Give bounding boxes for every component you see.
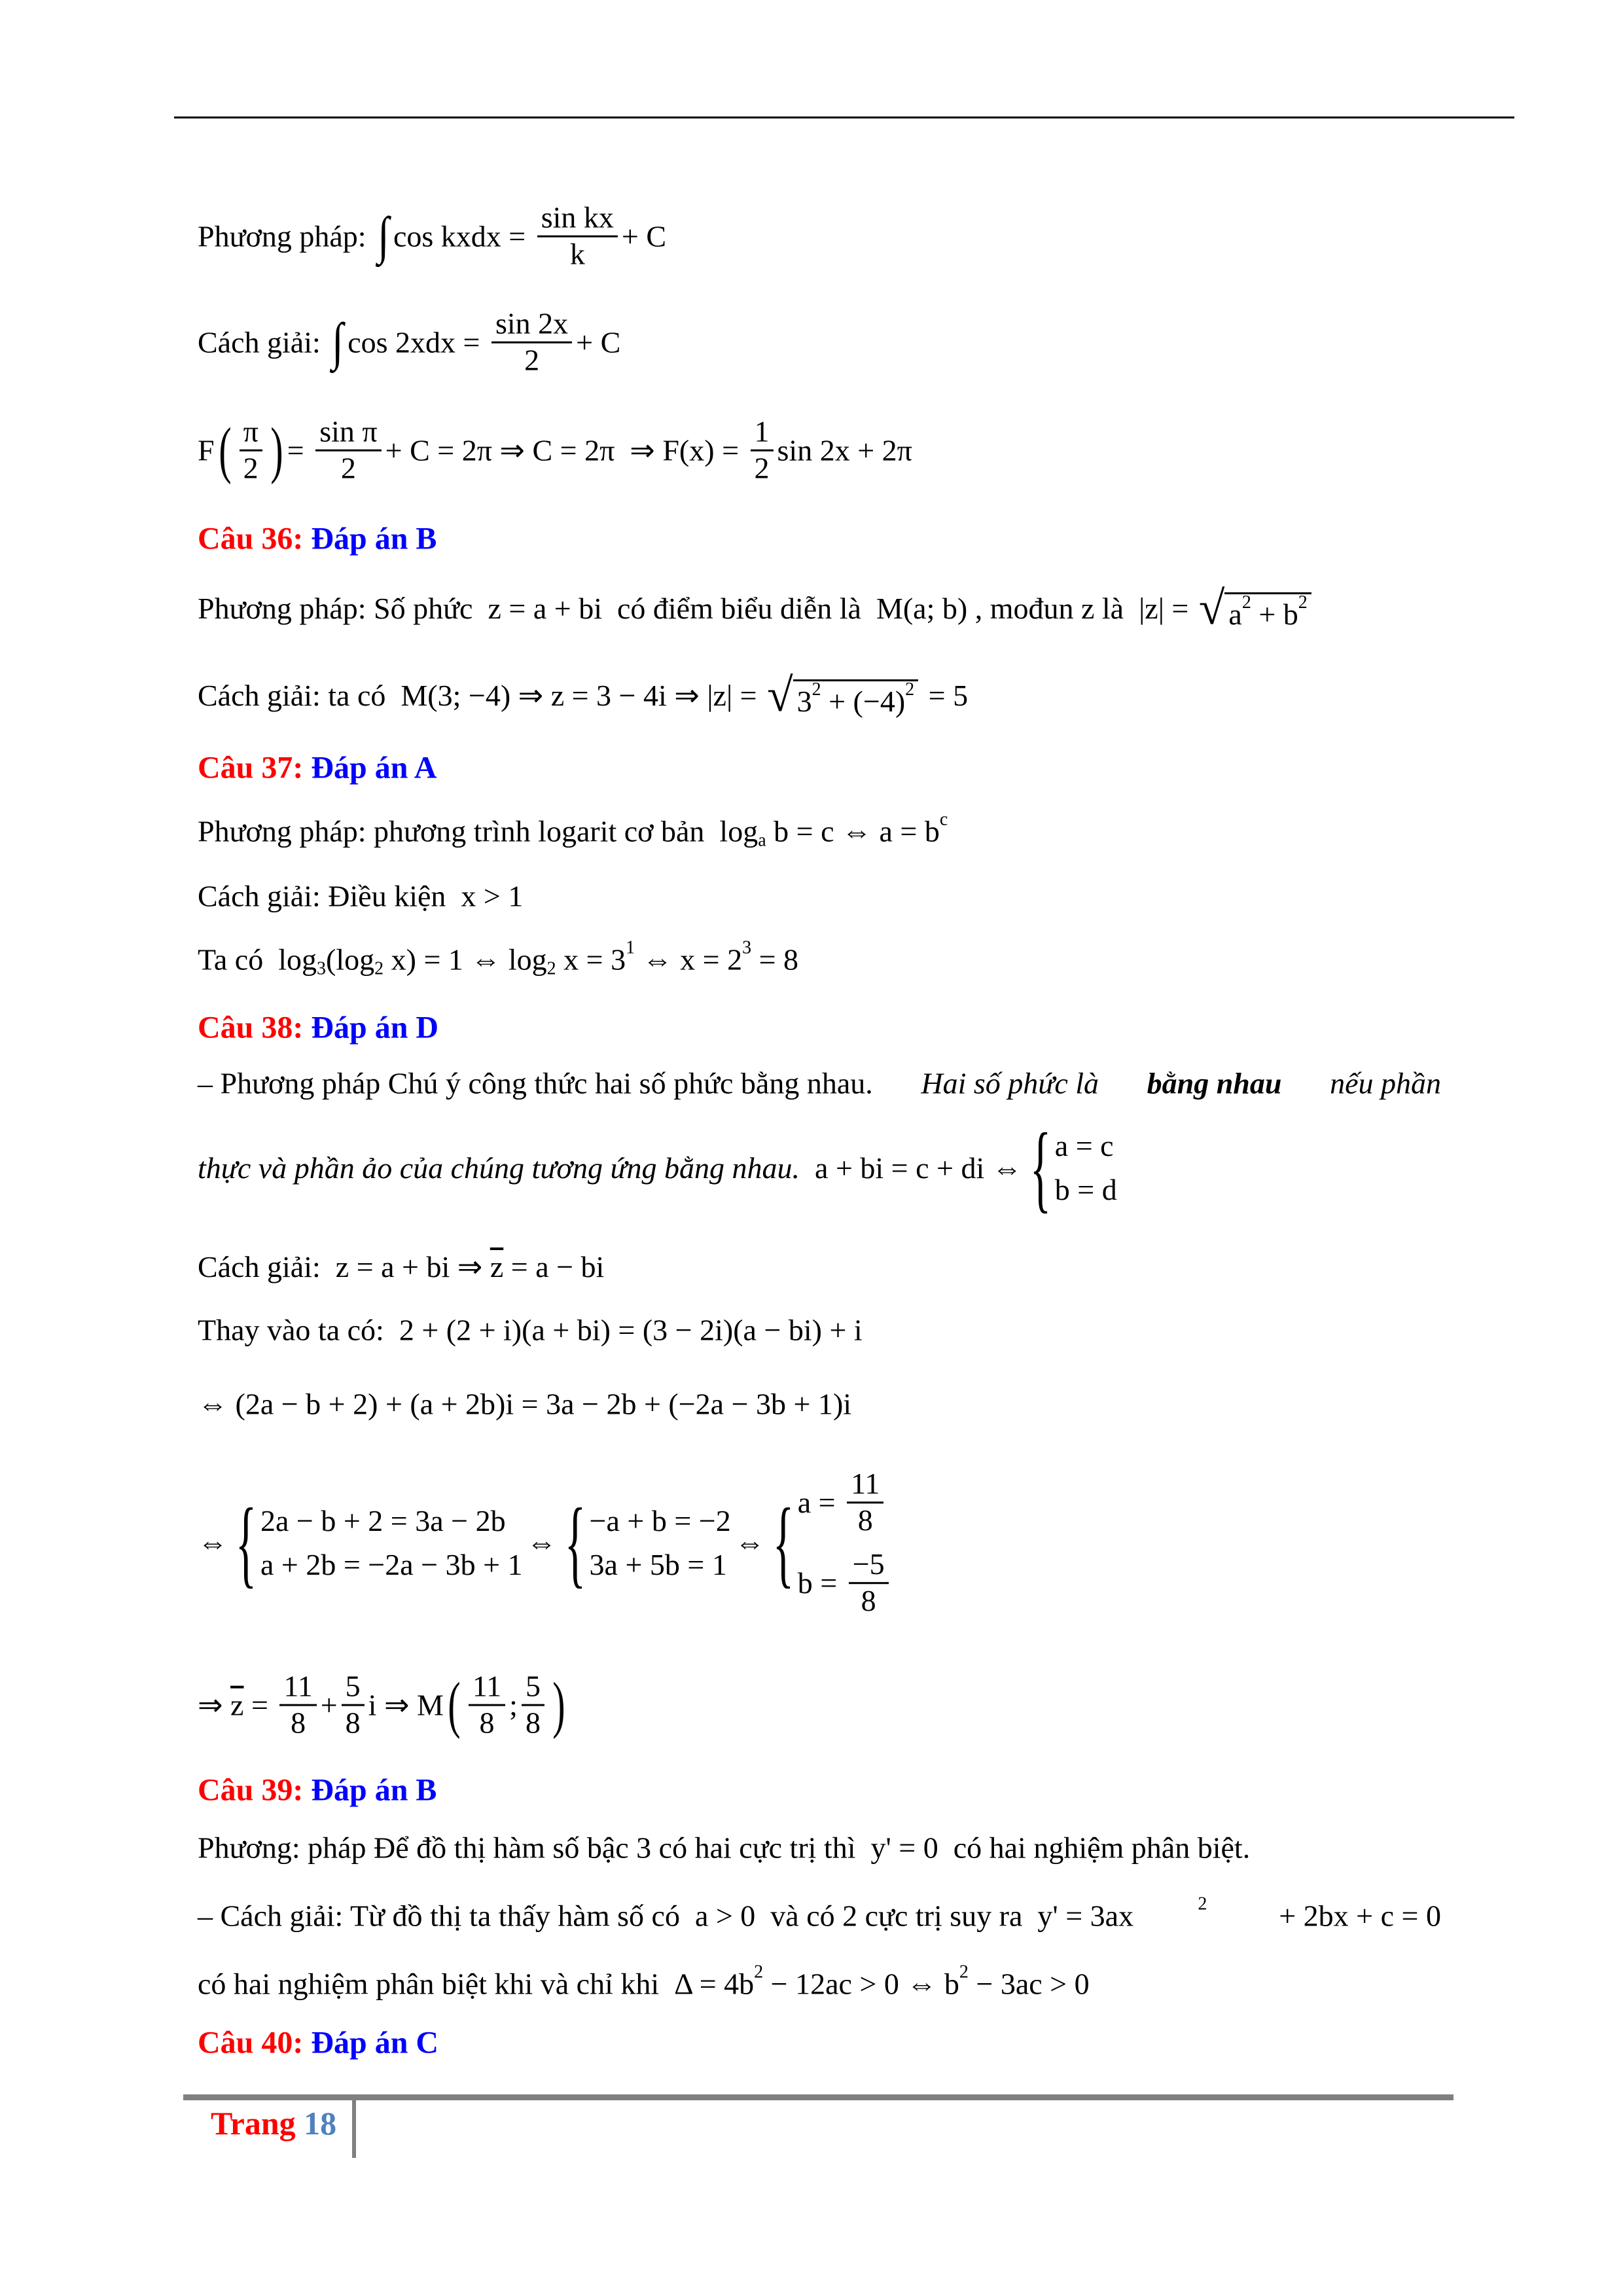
numerator: 11: [279, 1670, 316, 1706]
page-value: 18: [304, 2105, 337, 2142]
math-text: a =: [797, 1486, 844, 1520]
subscript: a: [758, 830, 766, 850]
math-text: ⇔: [526, 1526, 557, 1560]
math-text: Phương: pháp Để đồ thị hàm số bậc 3 có hai cực trị thì y' = 0 có hai nghiệm phân biệt.: [198, 1831, 1251, 1865]
page-label: Trang: [211, 2105, 304, 2142]
text-line: [198, 669, 969, 721]
math-text: + 2bx + c = 0: [1271, 1899, 1441, 1933]
text-line: [198, 307, 620, 378]
conjugate: $\overline{z}$: [230, 1688, 244, 1722]
superscript: 2: [754, 1962, 764, 1982]
math-text: cos 2xdx =: [348, 325, 488, 359]
fraction: [491, 307, 572, 378]
math-text: Cách giải:: [198, 325, 329, 359]
question-heading: [198, 1772, 437, 1808]
fraction: [315, 415, 381, 486]
math-text: a + 2b = −2a − 3b + 1: [260, 1548, 523, 1581]
denominator: 2: [243, 451, 259, 485]
numerator: 1: [751, 415, 774, 452]
equation-system: [232, 1488, 523, 1597]
math-text: a: [1228, 598, 1242, 631]
subscript: 2: [546, 958, 556, 978]
fraction: [240, 415, 262, 486]
math-text: Ta có log: [198, 942, 317, 977]
system-rows: [260, 1503, 523, 1582]
math-text: 2a − b + 2 = 3a − 2b: [260, 1504, 506, 1537]
math-text: – Cách giải: Từ đồ thị ta thấy hàm số có a > 0 và có 2 cực trị suy ra y' = 3ax: [198, 1899, 1134, 1933]
numerator: sin π: [315, 415, 381, 452]
math-text: −a + b = −2: [589, 1504, 731, 1537]
system-row: [590, 1547, 731, 1582]
square-root: [1199, 584, 1311, 632]
integral-sign: ∫: [378, 207, 389, 265]
answer-label: Đáp án B: [311, 1772, 437, 1808]
math-text: =: [287, 433, 312, 467]
math-text: Cách giải: z = a + bi ⇒: [198, 1250, 490, 1283]
system-row: [798, 1467, 893, 1538]
numerator: sin 2x: [491, 307, 572, 344]
footer-divider: [352, 2100, 356, 2158]
math-text: ⇔: [198, 1526, 228, 1560]
math-text: Phương pháp: Số phức z = a + bi có điểm biểu diễn là M(a; b) , mođun z là |z| =: [198, 591, 1196, 625]
text-line: [198, 1066, 1441, 1101]
question-heading: [198, 521, 437, 557]
text-line: [198, 1467, 897, 1619]
fraction: [847, 1467, 883, 1538]
text-line: [198, 1962, 1090, 2001]
big-parenthesis: (: [218, 415, 232, 485]
question-label: Câu 39:: [198, 1772, 312, 1808]
math-text: = 8: [751, 942, 799, 977]
system-row: [260, 1503, 523, 1538]
text-line: [198, 415, 912, 486]
answer-label: Đáp án D: [311, 1010, 439, 1045]
equation-system: [561, 1488, 731, 1597]
text-line: [198, 1831, 1250, 1865]
answer-label: Đáp án C: [311, 2025, 439, 2060]
fraction: [537, 201, 618, 272]
system-rows: [798, 1467, 893, 1619]
math-text: ⇒: [198, 1689, 231, 1722]
italic-text: nếu phần: [1322, 1066, 1441, 1100]
page-number: [211, 2104, 336, 2142]
numerator: −5: [849, 1547, 889, 1584]
math-text: sin 2x + 2π: [777, 433, 912, 467]
system-row: [798, 1547, 893, 1619]
math-text: Phương pháp: phương trình logarit cơ bản log: [198, 814, 758, 848]
fraction: [279, 1670, 316, 1741]
superscript: 2: [905, 679, 915, 700]
footer-rule: [183, 2094, 1454, 2100]
math-text: (log: [326, 942, 375, 977]
superscript: 1: [626, 937, 635, 958]
fraction: [342, 1670, 365, 1741]
system-rows: [1055, 1128, 1117, 1207]
math-text: 3: [796, 685, 812, 718]
text-line: [198, 1113, 1121, 1222]
math-text: x) = 1 ⇔ log: [383, 942, 547, 977]
superscript: 2: [959, 1962, 969, 1982]
math-text: b = c ⇔ a = b: [766, 814, 940, 848]
superscript: c: [939, 809, 948, 829]
radicand: [1224, 592, 1311, 632]
answer-label: Đáp án B: [311, 521, 437, 556]
system-rows: [590, 1503, 731, 1582]
math-text: b =: [797, 1566, 845, 1600]
left-brace: {: [1029, 1113, 1051, 1222]
math-text: ⇔ x = 2: [635, 942, 743, 977]
text-line: [198, 1893, 1441, 1933]
denominator: 2: [524, 343, 540, 377]
radicand: [793, 679, 919, 719]
math-text: F: [198, 433, 215, 467]
text-line: [198, 1313, 863, 1348]
system-row: [1055, 1172, 1117, 1207]
math-text: i ⇒ M: [368, 1689, 444, 1722]
math-text: − 3ac > 0: [968, 1967, 1090, 2001]
denominator: 8: [345, 1706, 361, 1740]
radical-sign: √: [1198, 582, 1225, 634]
conjugate: $\overline{z}$: [490, 1249, 504, 1283]
denominator: 2: [754, 451, 770, 485]
denominator: 8: [857, 1503, 873, 1537]
math-text: x = 3: [556, 942, 626, 977]
math-text: 3a + 5b = 1: [589, 1548, 727, 1581]
question-heading: [198, 2025, 438, 2061]
math-text: = a − bi: [503, 1249, 605, 1283]
math-text: a = c: [1054, 1129, 1114, 1162]
subscript: 2: [374, 958, 384, 978]
question-label: Câu 37:: [198, 750, 312, 785]
superscript: 2: [1241, 592, 1251, 613]
math-text: + b: [1251, 598, 1298, 631]
denominator: 8: [861, 1583, 876, 1617]
superscript: 2: [812, 679, 821, 700]
question-label: Câu 40:: [198, 2025, 312, 2060]
denominator: 8: [525, 1706, 541, 1740]
numerator: 5: [522, 1670, 544, 1706]
radical-sign: √: [767, 669, 793, 721]
big-parenthesis: ): [270, 415, 283, 485]
math-text: + C: [621, 219, 667, 253]
question-label: Câu 38:: [198, 1010, 312, 1045]
numerator: sin kx: [537, 201, 618, 238]
math-text: + C = 2π ⇒ C = 2π ⇒ F(x) =: [385, 434, 747, 467]
superscript: 3: [742, 937, 752, 958]
numerator: 11: [469, 1670, 505, 1706]
system-row: [590, 1503, 731, 1538]
math-text: ⇔: [734, 1526, 765, 1560]
math-text: b = d: [1054, 1173, 1117, 1206]
big-parenthesis: ): [552, 1670, 565, 1740]
text-line: [198, 201, 666, 272]
bold-italic-text: bằng nhau: [1147, 1066, 1282, 1100]
denominator: 8: [479, 1706, 495, 1740]
numerator: 11: [847, 1467, 883, 1503]
math-text: ;: [509, 1688, 518, 1722]
system-row: [1055, 1128, 1117, 1163]
numerator: 5: [342, 1670, 365, 1706]
italic-text: thực và phần ảo của chúng tương ứng bằng nhau.: [198, 1151, 800, 1185]
text-line: [198, 1670, 569, 1741]
denominator: 8: [291, 1706, 306, 1740]
math-text: Thay vào ta có: 2 + (2 + i)(a + bi) = (3 − 2i)(a − bi) + i: [198, 1313, 863, 1347]
left-brace: {: [235, 1488, 257, 1597]
fraction: [849, 1547, 889, 1619]
equation-system: [1026, 1113, 1117, 1222]
math-text: ⇔ (2a − b + 2) + (a + 2b)i = 3a − 2b + (−2a − 3b + 1)i: [198, 1387, 852, 1421]
italic-text: Hai số phức là: [921, 1066, 1107, 1100]
math-text: + (−4): [821, 685, 906, 718]
equation-system: [769, 1467, 893, 1619]
fraction: [469, 1670, 505, 1741]
text-line: [198, 1249, 604, 1284]
math-text: – Phương pháp Chú ý công thức hai số phức bằng nhau.: [198, 1066, 881, 1100]
square-root: [767, 669, 918, 721]
text-line: [198, 879, 523, 914]
numerator: π: [240, 415, 262, 452]
fraction: [522, 1670, 544, 1741]
superscript: 2: [1298, 592, 1308, 613]
header-rule: [174, 117, 1514, 118]
subscript: 3: [317, 958, 327, 978]
text-line: [198, 937, 799, 978]
superscript: 2: [1198, 1893, 1207, 1914]
integral-sign: ∫: [332, 314, 344, 371]
text-line: [198, 809, 948, 850]
question-heading: [198, 1010, 438, 1046]
answer-label: Đáp án A: [311, 750, 437, 785]
text-line: [198, 1387, 851, 1422]
math-text: Cách giải: Điều kiện x > 1: [198, 879, 524, 913]
math-text: có hai nghiệm phân biệt khi và chỉ khi Δ = 4b: [198, 1967, 755, 2001]
math-text: cos kxdx =: [393, 219, 533, 253]
math-text: = 5: [921, 678, 969, 712]
math-text: =: [243, 1688, 276, 1722]
question-label: Câu 36:: [198, 521, 312, 556]
fraction: [751, 415, 774, 486]
question-heading: [198, 750, 437, 786]
denominator: 2: [340, 451, 356, 485]
left-brace: {: [772, 1488, 794, 1597]
math-text: Cách giải: ta có M(3; −4) ⇒ z = 3 − 4i ⇒ |z| =: [198, 679, 765, 712]
text-line: [198, 584, 1314, 632]
big-parenthesis: (: [448, 1670, 461, 1740]
denominator: k: [569, 237, 585, 271]
math-text: Phương pháp:: [198, 219, 374, 253]
math-text: a + bi = c + di ⇔: [800, 1151, 1022, 1185]
left-brace: {: [564, 1488, 586, 1597]
math-text: + C: [576, 325, 621, 359]
math-text: +: [320, 1688, 338, 1722]
math-text: − 12ac > 0 ⇔ b: [763, 1967, 959, 2001]
system-row: [260, 1547, 523, 1582]
